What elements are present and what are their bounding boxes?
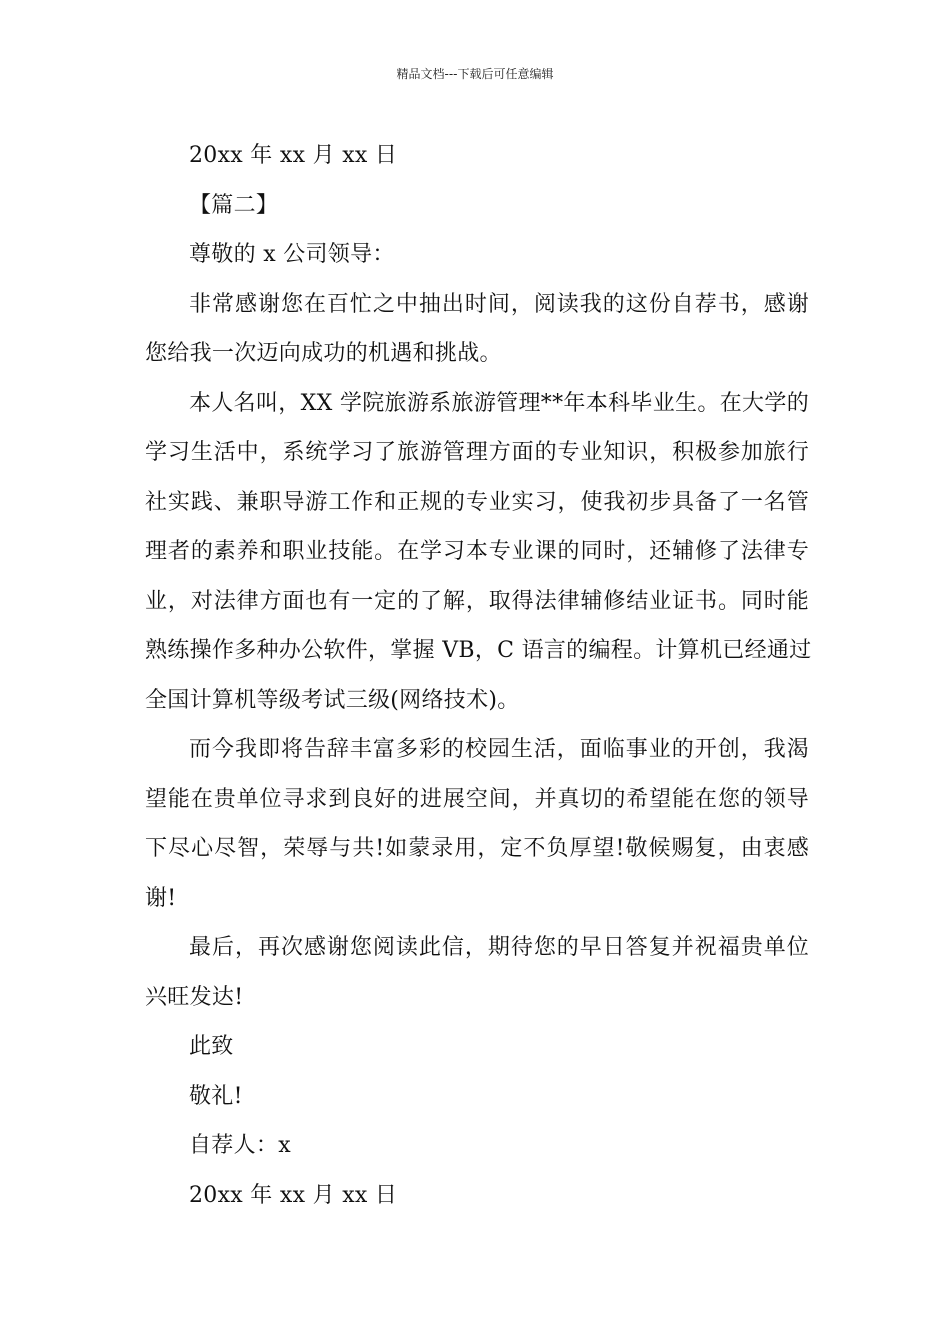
paragraph-line: 熟练操作多种办公软件，掌握 VB，C 语言的编程。计算机已经通过 [145, 638, 812, 663]
closing-phrase: 此致 [189, 1034, 234, 1059]
paragraph-introduction [145, 379, 812, 726]
page-header: 精品文档---下载后可任意编辑 [396, 67, 554, 81]
paragraph-closing-wishes [145, 923, 809, 1022]
paragraph-line: 而今我即将告辞丰富多彩的校园生活，面临事业的开创，我渴 [189, 737, 809, 762]
signature: 自荐人：x [189, 1133, 291, 1158]
paragraph-line: 本人名叫，XX 学院旅游系旅游管理**年本科毕业生。在大学的 [189, 390, 809, 416]
paragraph-line: 谢! [145, 885, 177, 911]
paragraph-thanks [145, 280, 809, 379]
section-title: 【篇二】 [189, 192, 279, 218]
date-top: 20xx 年 xx 月 xx 日 [189, 143, 398, 168]
date-bottom: 20xx 年 xx 月 xx 日 [189, 1182, 398, 1208]
paragraph-line: 望能在贵单位寻求到良好的进展空间，并真切的希望能在您的领导 [145, 786, 809, 812]
paragraph-line: 您给我一次迈向成功的机遇和挑战。 [145, 341, 502, 366]
paragraph-aspiration [145, 725, 809, 923]
paragraph-line: 最后，再次感谢您阅读此信，期待您的早日答复并祝福贵单位 [189, 935, 809, 960]
paragraph-line: 非常感谢您在百忙之中抽出时间，阅读我的这份自荐书，感谢 [189, 291, 809, 317]
salutation: 尊敬的 x 公司领导： [189, 242, 395, 267]
paragraph-line: 兴旺发达! [145, 984, 244, 1010]
paragraph-line: 社实践、兼职导游工作和正规的专业实习，使我初步具备了一名管 [145, 489, 809, 515]
closing-salute: 敬礼! [189, 1083, 243, 1109]
paragraph-line: 下尽心尽智，荣辱与共!如蒙录用，定不负厚望!敬候赐复，由衷感 [145, 836, 809, 861]
paragraph-line: 学习生活中，系统学习了旅游管理方面的专业知识，积极参加旅行 [145, 440, 809, 465]
paragraph-line: 理者的素养和职业技能。在学习本专业课的同时，还辅修了法律专 [145, 539, 809, 564]
document-body [145, 131, 812, 1220]
paragraph-line: 业，对法律方面也有一定的了解，取得法律辅修结业证书。同时能 [145, 588, 809, 614]
paragraph-line: 全国计算机等级考试三级(网络技术)。 [145, 687, 520, 713]
